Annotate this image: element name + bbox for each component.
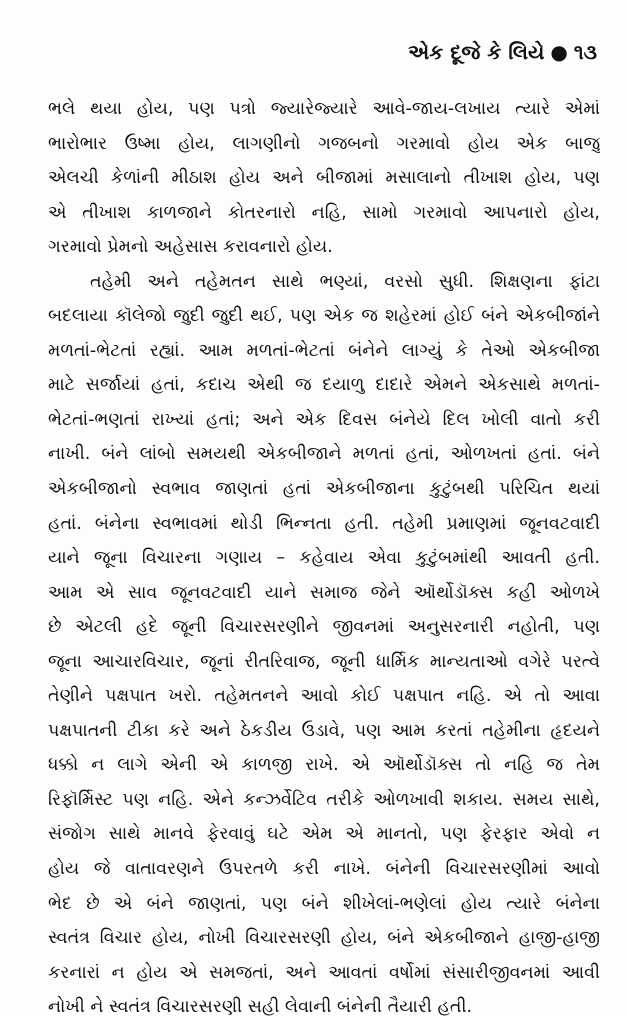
text-line: ભલે થયા હોય, પણ પત્રો જ્યારેજ્યારે આવે-જાય-લખાય ત્યારે એમાં	[48, 99, 600, 119]
text-line: એકબીજાનો સ્વભાવ જાણતાં હતાં એકબીજાના કુટુંબથી પરિચિત થયાં	[48, 479, 600, 500]
body-text	[48, 92, 600, 1025]
text-line: યાને જૂના વિચારના ગણાય – કહેવાય એવા કુટુંબમાંથી આવતી હતી.	[48, 548, 600, 569]
text-line: ભેદ છે એ બંને જાણતાં, પણ બંને શીખેલાં-ભણેલાં હોય ત્યારે બંનેના	[48, 893, 600, 914]
text-line: એ તીખાશ કાળજાને કોતરનારો નહિ, સામો ગરમાવો આપનારો હોય,	[48, 202, 600, 223]
paragraph-end-line: નોખી ને સ્વતંત્ર વિચારસરણી સહી લેવાની બંનેની તૈયારી હતી.	[48, 997, 473, 1018]
text-line: બદલાયા કૉલેજો જુદી જુદી થઈ, પણ એક જ શહેરમાં હોઈ બંને એકબીજાંને	[48, 306, 600, 327]
text-line: એલચી કેળાંની મીઠાશ હોય અને બીજામાં મસાલાનો તીખાશ હોય, પણ	[48, 168, 600, 189]
bullet-separator: ●	[550, 40, 568, 64]
paragraph-end-line: ગરમાવો પ્રેમનો અહેસાસ કરાવનારો હોય.	[48, 237, 333, 258]
text-line: જૂના આચારવિચાર, જૂનાં રીતરિવાજ, જૂની ધાર્મિક માન્યતાઓ વગેરે પરત્વે	[48, 651, 600, 672]
text-line: હતાં. બંનેના સ્વભાવમાં થોડી ભિન્નતા હતી. તહેમી પ્રમાણમાં જૂનવટવાદી	[48, 513, 600, 534]
text-line: સંજોગ સાથે માનવે ફેરવાવું ઘટે એમ એ માનતો, પણ ફેરફાર એવો ન	[48, 824, 600, 845]
book-title: એક દૂજે કે લિયે	[408, 40, 545, 64]
text-line: ભેટતાં-ભણતાં રાખ્યાં હતાં; અને એક દિવસ બંનેયે દિલ ખોલી વાતો કરી	[48, 409, 600, 430]
text-line: ભારોભાર ઉષ્મા હોય, લાગણીનો ગજબનો ગરમાવો હોય એક બાજુ	[48, 133, 600, 154]
text-line: નાખી. બંને લાંબો સમયથી એકબીજાને મળતાં હતાં, ઓળખતાં હતાં. બંને	[48, 444, 600, 465]
text-line: આમ એ સાવ જૂનવટવાદી યાને સમાજ જેને ઑર્થોડૉક્સ કહી ઓળખે	[48, 582, 600, 603]
text-line: પક્ષપાતની ટીકા કરે અને ઠેકડીય ઉડાવે, પણ આમ કરતાં તહેમીના હૃદયને	[48, 720, 600, 741]
running-header	[408, 40, 597, 64]
paragraph-start-line: તહેમી અને તહેમતન સાથે ભણ્યાં, વરસો સુધી. શિક્ષણના ફાંટા	[90, 271, 600, 292]
text-line: તેણીને પક્ષપાત ખરો. તહેમતનને આવો કોઈ પક્ષપાત નહિ. એ તો આવા	[48, 686, 600, 707]
text-line: છે એટલી હદે જૂની વિચારસરણીને જીવનમાં અનુસરનારી નહોતી, પણ	[48, 617, 600, 638]
text-line: કરનારાં ન હોય એ સમજતાં, અને આવતાં વર્ષોમાં સંસારીજીવનમાં આવી	[48, 962, 600, 983]
page-number: ૧૩	[573, 40, 597, 64]
text-line: હોય જે વાતાવરણને ઉપરતળે કરી નાખે. બંનેની વિચારસરણીમાં આવો	[48, 859, 600, 880]
text-line: માટે સર્જાયાં હતાં, કદાચ એથી જ દયાળુ દાદારે એમને એકસાથે મળતાં-	[48, 375, 600, 396]
text-line: રિફૉર્મિસ્ટ પણ નહિ. એને કન્ઝર્વેટિવ તરીકે ઓળખાવી શકાય. સમય સાથે,	[48, 789, 600, 810]
text-line: સ્વતંત્ર વિચાર હોય, નોખી વિચારસરણી હોય, બંને એકબીજાને હાજી-હાજી	[48, 928, 600, 949]
text-line: મળતાં-ભેટતાં રહ્યાં. આમ મળતાં-ભેટતાં બંનેને લાગ્યું કે તેઓ એકબીજા	[48, 340, 600, 361]
text-line: ધક્કો ન લાગે એની એ કાળજી રાખે. એ ઑર્થોડૉક્સ તો નહિ જ તેમ	[48, 755, 600, 776]
